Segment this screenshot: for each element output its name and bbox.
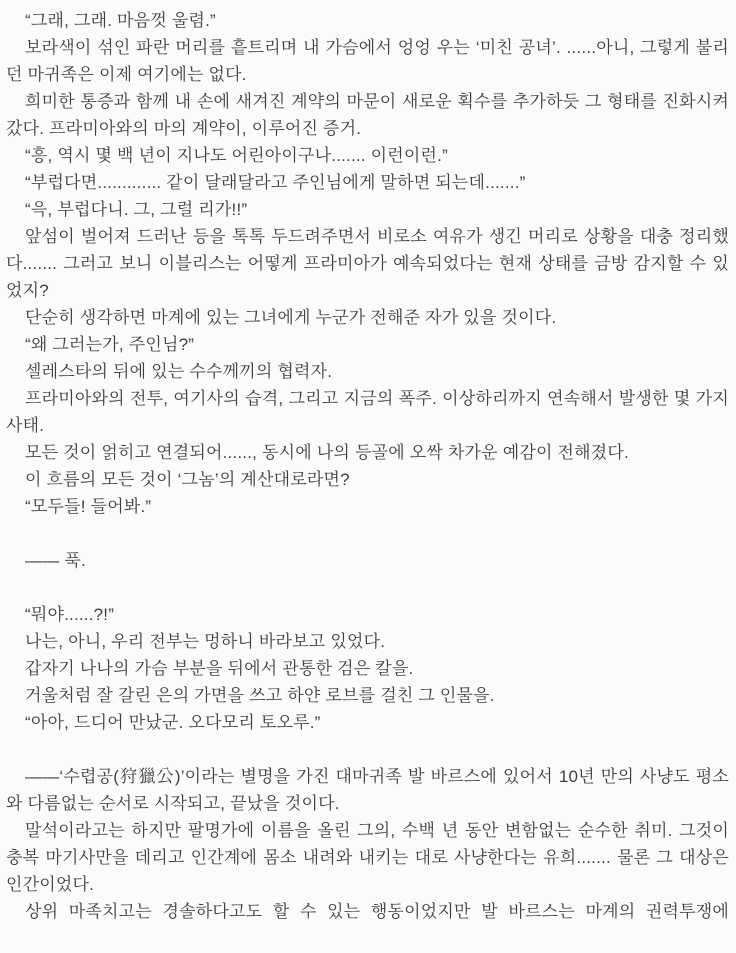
paragraph: 모든 것이 얽히고 연결되어......, 동시에 나의 등골에 오싹 차가운 예감이 전해졌다. (25, 443, 629, 462)
novel-text (6, 7, 729, 925)
paragraph: 프라미아와의 전투, 여기사의 습격, 그리고 지금의 폭주. 이상하리까지 연속해서 발생한 몇 가지 사태. (6, 389, 729, 435)
paragraph: 단순히 생각하면 마계에 있는 그녀에게 누군가 전해준 자가 있을 것이다. (25, 308, 557, 327)
paragraph: “왜 그러는가, 주인님?” (25, 335, 195, 354)
paragraph: 말석이라고는 하지만 팔명가에 이름을 올린 그의, 수백 년 동안 변함없는 순수한 취미. 그것이 충복 마기사만을 데리고 인간계에 몸소 내려와 내키는 대로 사냥한다는 유희....... 물론 그 대상은 인간이었다. (6, 821, 729, 894)
paragraph: 상위 마족치고는 경솔하다고도 할 수 있는 행동이었지만 발 바르스는 마계의 권력투쟁에 (25, 902, 729, 921)
paragraph: “아아, 드디어 만났군. 오다모리 토오루.” (25, 713, 321, 732)
paragraph: “모두들! 들어봐.” (25, 497, 152, 516)
paragraph: ——‘수렵공(狩獵公)’이라는 별명을 가진 대마귀족 발 바르스에 있어서 10년 만의 사냥도 평소와 다름없는 순서로 시작되고, 끝났을 것이다. (6, 767, 729, 813)
paragraph: “윽, 부럽다니. 그, 그럴 리가!!” (25, 200, 248, 219)
paragraph: “그래, 그래. 마음껏 울렴.” (25, 11, 216, 30)
paragraph: “부럽다면............. 같이 달래달라고 주인님에게 말하면 되는데.......” (25, 173, 526, 192)
blank-line (6, 520, 729, 547)
paragraph: 거울처럼 잘 갈린 은의 가면을 쓰고 하얀 로브를 걸친 그 인물을. (25, 686, 495, 705)
paragraph: 셀레스타의 뒤에 있는 수수께끼의 협력자. (25, 362, 333, 381)
paragraph: 앞섬이 벌어져 드러난 등을 톡톡 두드려주면서 비로소 여유가 생긴 머리로 상황을 대충 정리했다....... 그러고 보니 이블리스는 어떻게 프라미아가 예속되었다는 현재 상태를 금방 감지할 수 있었지? (6, 227, 729, 300)
paragraph: “뭐야......?!” (25, 605, 115, 624)
paragraph: —— 푹. (25, 551, 86, 570)
paragraph: 희미한 통증과 함께 내 손에 새겨진 계약의 마문이 새로운 획수를 추가하듯 그 형태를 진화시켜갔다. 프라미아와의 마의 계약이, 이루어진 증거. (6, 92, 729, 138)
blank-line (6, 736, 729, 763)
paragraph: 이 흐름의 모든 것이 ‘그놈’의 계산대로라면? (25, 470, 350, 489)
paragraph: “흥, 역시 몇 백 년이 지나도 어린아이구나....... 이런이런.” (25, 146, 448, 165)
paragraph: 나는, 아니, 우리 전부는 멍하니 바라보고 있었다. (25, 632, 386, 651)
paragraph: 보라색이 섞인 파란 머리를 흩트리며 내 가슴에서 엉엉 우는 ‘미친 공녀’. ......아니, 그렇게 불리던 마귀족은 이제 여기에는 없다. (6, 38, 729, 84)
paragraph: 갑자기 나나의 가슴 부분을 뒤에서 관통한 검은 칼을. (25, 659, 414, 678)
blank-line (6, 574, 729, 601)
